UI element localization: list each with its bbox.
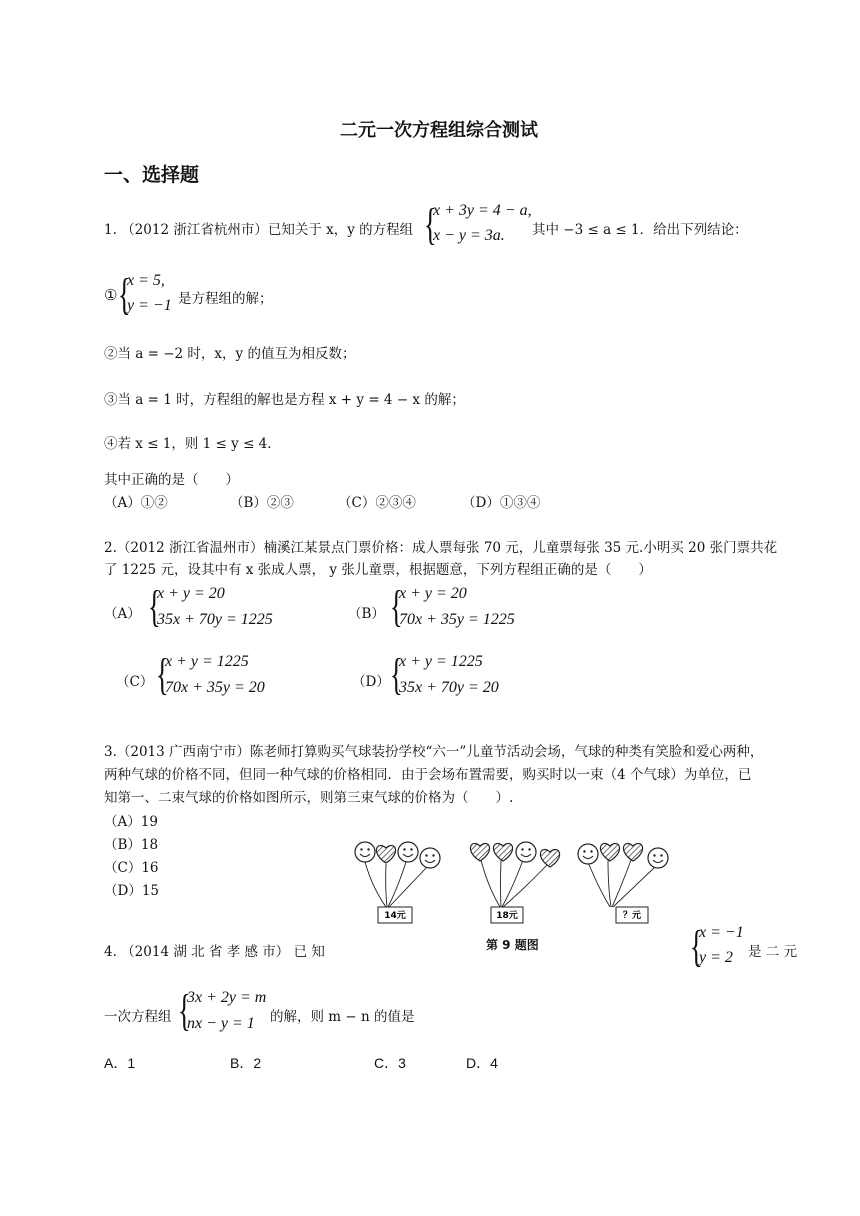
heart-balloon-icon [493,844,512,861]
q1-option-c: （C）②③④ [338,495,416,511]
q1-option-a: （A）①② [104,495,168,511]
q4-sol-line2: y = 2 [699,949,733,966]
q2-a-line1: x + y = 20 [157,585,225,602]
section-heading: 一、选择题 [104,164,200,186]
q1-option-b: （B）②③ [230,495,294,511]
q1-c1-line2: y = −1 [127,297,172,314]
q1-system-line1: x + 3y = 4 − a, [433,202,532,219]
q1-conclusion-3: ③当 a = 1 时，方程组的解也是方程 x + y = 4 − x 的解； [104,392,465,408]
q1-conclusion-1-tail: 是方程组的解； [178,291,273,307]
bunch-1-price: 14元 [384,911,406,921]
q4-option-c: C．3 [374,1055,406,1071]
heart-balloon-icon [376,846,395,863]
q2-option-c-label: （C） [116,674,154,690]
q4-line2-start: 一次方程组 [104,1009,172,1025]
smiley-balloon-icon [648,848,668,868]
q2-option-a-system [148,582,298,636]
q3-line1: 3.（2013 广西南宁市）陈老师打算购买气球装扮学校“六一”儿童节活动会场，气球的种类有笑脸和爱心两种， [104,744,764,760]
q1-conclusion-1-system [118,270,178,324]
q4-stem-tail: 是 二 元 [748,944,798,960]
balloon-bunch-1 [355,842,440,923]
q1-conclusion-4: ④若 x ≤ 1，则 1 ≤ y ≤ 4． [104,436,281,452]
q2-c-line2: 70x + 35y = 20 [165,679,265,696]
brace-icon: { [390,650,403,699]
smiley-balloon-icon [355,842,375,862]
balloon-bunch-2 [470,842,559,923]
q2-b-line2: 70x + 35y = 1225 [399,611,515,628]
q2-option-c-system [156,650,306,704]
q2-option-b-system [390,582,540,636]
q1-conclusion-2: ②当 a = −2 时，x，y 的值互为相反数； [104,346,356,362]
q4-sol-line1: x = −1 [699,924,744,941]
smiley-balloon-icon [420,848,440,868]
q2-option-a-label: （A） [104,606,141,622]
q3-option-b: （B）18 [104,837,159,853]
heart-balloon-icon [470,844,489,861]
smiley-balloon-icon [398,842,418,862]
q4-option-b: B．2 [230,1055,262,1071]
brace-icon: { [424,200,437,249]
smiley-balloon-icon [578,844,598,864]
brace-icon: { [690,922,703,971]
q1-stem-condition: 其中 −3 ≤ a ≤ 1．给出下列结论： [532,222,748,238]
q3-option-c: （C）16 [104,860,159,876]
q2-a-line2: 35x + 70y = 1225 [157,611,273,628]
q4-option-d: D．4 [466,1055,498,1071]
bunch-3-price: ？元 [622,911,642,921]
page-title: 二元一次方程组综合测试 [340,120,538,141]
balloon-figure [348,832,678,932]
q3-option-d: （D）15 [104,883,160,899]
smiley-balloon-icon [516,842,536,862]
q4-solution-system [690,922,750,976]
q2-option-d-label: （D） [352,674,390,690]
brace-icon: { [118,270,131,319]
q2-line1: 2.（2012 浙江省温州市）楠溪江某景点门票价格：成人票每张 70 元，儿童票每张 35 元.小明买 20 张门票共花 [104,540,778,556]
q2-c-line1: x + y = 1225 [165,653,249,670]
q4-line2-end: 的解，则 m − n 的值是 [270,1009,415,1025]
q1-c1-line1: x = 5, [127,272,165,289]
bunch-2-price: 18元 [496,911,518,921]
q2-d-line2: 35x + 70y = 20 [399,679,499,696]
q4-eq-line1: 3x + 2y = m [187,989,267,1006]
brace-icon: { [156,650,169,699]
q3-line3: 知第一、二束气球的价格如图所示，则第三束气球的价格为（ ）. [104,790,514,806]
brace-icon: { [148,582,161,631]
brace-icon: { [390,582,403,631]
q3-line2: 两种气球的价格不同，但同一种气球的价格相同．由于会场布置需要，购买时以一束（4 个气球）为单位，已 [104,767,752,783]
q2-option-d-system [390,650,540,704]
q2-d-line1: x + y = 1225 [399,653,483,670]
q4-eq-line2: nx − y = 1 [187,1015,255,1032]
figure-caption: 第 9 题图 [486,938,539,952]
q1-conclusion-1-mark: ① [104,286,118,304]
q1-stem: 1. （2012 浙江省杭州市）已知关于 x，y 的方程组 [104,222,414,238]
q1-ask: 其中正确的是（ ） [104,472,239,488]
q1-system [424,200,544,254]
brace-icon: { [178,986,191,1035]
q2-b-line1: x + y = 20 [399,585,467,602]
heart-balloon-icon [600,844,619,861]
balloon-bunch-3 [578,844,668,923]
q3-option-a: （A）19 [104,814,158,830]
q1-option-d: （D）①③④ [462,495,541,511]
q4-option-a: A．1 [104,1055,136,1071]
q2-line2: 了 1225 元，设其中有 x 张成人票， y 张儿童票，根据题意，下列方程组正确的是（ ） [104,562,652,578]
q1-system-line2: x − y = 3a. [433,227,505,244]
heart-balloon-icon [540,850,559,867]
q2-option-b-label: （B） [348,606,385,622]
heart-balloon-icon [623,844,642,861]
q4-stem: 4. （2014 湖 北 省 孝 感 市） 已 知 [104,944,325,960]
q4-equation-system [178,986,268,1040]
